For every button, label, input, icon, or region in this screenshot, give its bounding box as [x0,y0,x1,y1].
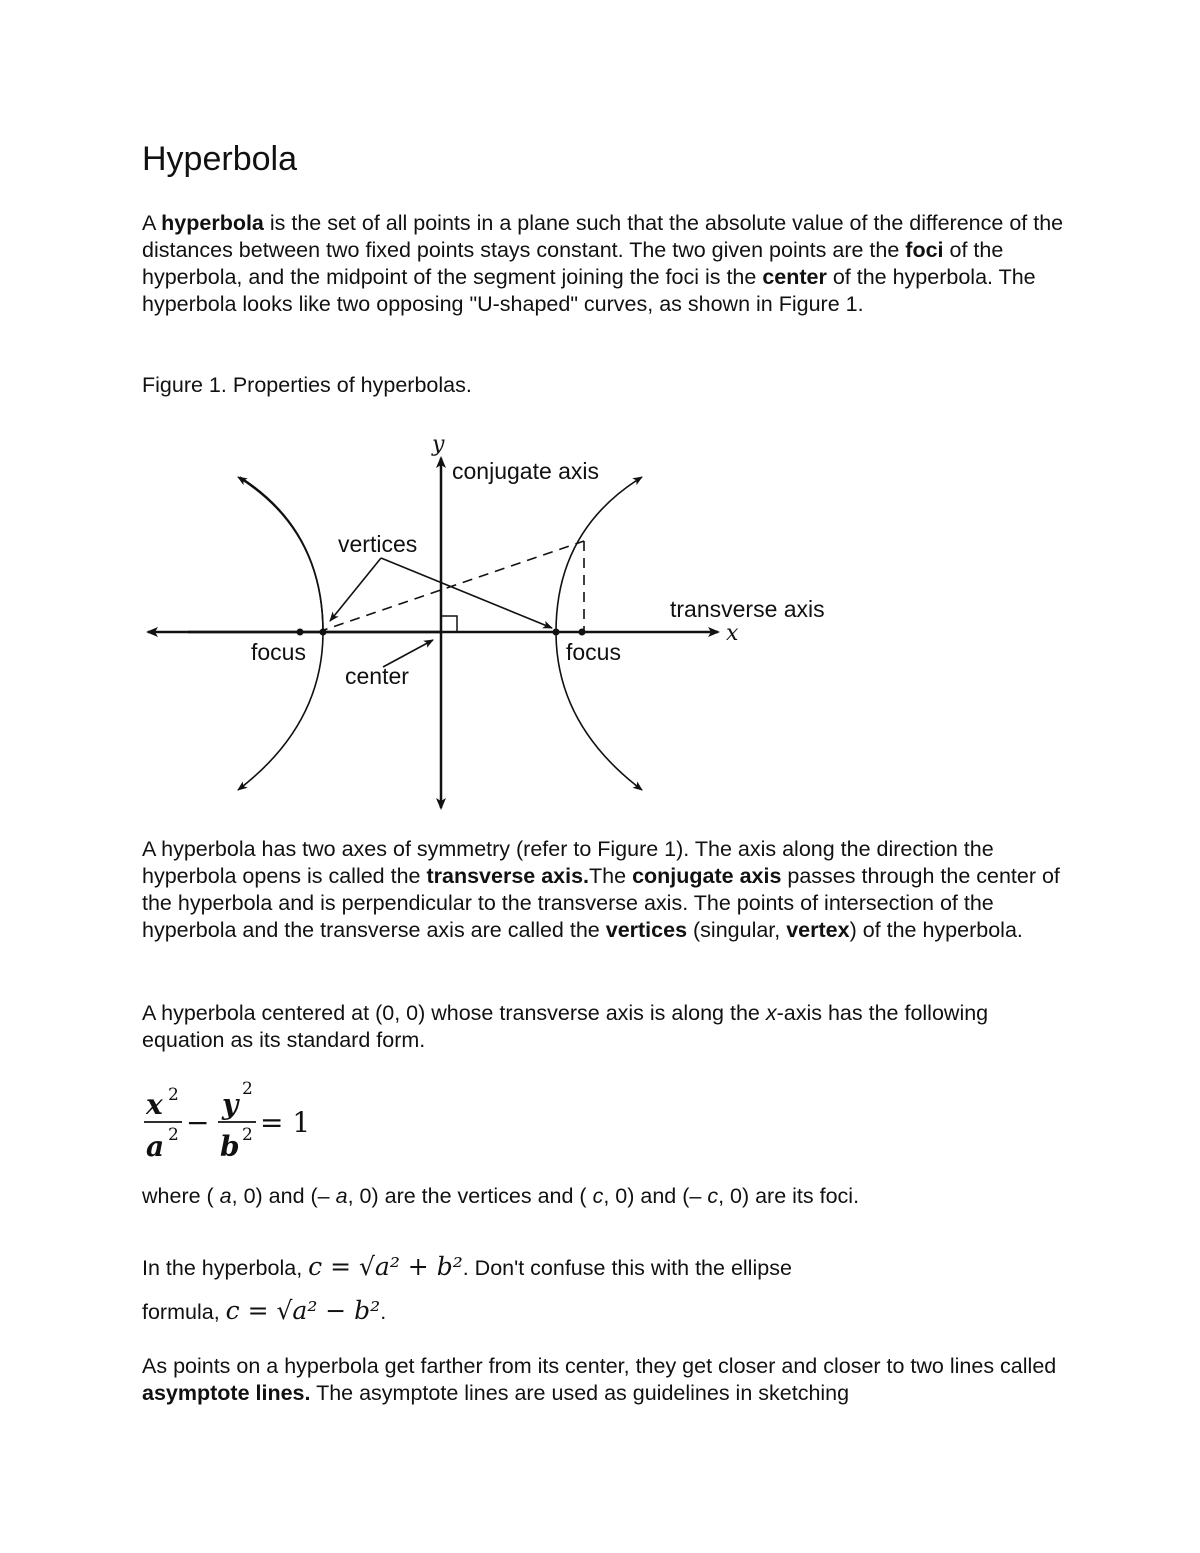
standard-form-paragraph: A hyperbola centered at (0, 0) whose transverse axis is along the x-axis has the following equation as its standard form. [142,1001,989,1052]
vertices-foci-paragraph: where ( a, 0) and (– a, 0) are the vertices and ( c, 0) and (– c, 0) are its foci. [142,1184,860,1208]
conjugate-axis-label: conjugate axis [452,458,600,484]
left-focus-point [297,629,304,636]
eq-y-exp: 2 [242,1079,253,1099]
vertices-arrow-right [381,558,552,628]
left-focus-label: focus [251,639,306,665]
vertices-arrow-left [330,558,381,621]
x-axis-label: x [726,621,739,646]
center-label: center [345,663,409,689]
c-formula-line: In the hyperbola, c = √a² + b². Don't confuse this with the ellipse [142,1251,792,1281]
eq-a: a [146,1130,165,1163]
left-branch-top [238,477,323,632]
eq-b: b [220,1130,240,1163]
ellipse-c-formula: c = √a² − b² [225,1295,381,1325]
figure-caption: Figure 1. Properties of hyperbolas. [142,373,472,397]
right-vertex-point [553,629,560,636]
eq-b-exp: 2 [242,1125,253,1145]
page-title: Hyperbola [142,140,297,178]
axes-paragraph: A hyperbola has two axes of symmetry (refer to Figure 1). The axis along the direction the hyperbola opens is called the transverse axis.The conjugate axis passes through the center of the hyperbola and is perpendicular to the transverse axis. The points of intersection of the hyperbola and the transverse axis are called the vertices (singular, vertex) of the hyperbola. [142,837,1060,942]
asymptote-paragraph: As points on a hyperbola get farther from its center, they get closer and closer to two lines called asymptote lines. The asymptote lines are used as guidelines in sketching [142,1354,1057,1405]
eq-x-exp: 2 [168,1085,179,1105]
standard-equation [142,1076,322,1171]
transverse-axis-label: transverse axis [670,596,825,622]
right-focus-label: focus [566,639,621,665]
hyperbola-c-formula: c = √a² + b² [308,1251,463,1281]
intro-paragraph: A hyperbola is the set of all points in a plane such that the absolute value of the difference of the distances between two fixed points stays constant. The two given points are the foci of the hyperbola, and the midpoint of the segment joining the foci is the center of the hyperbola. The hyperbola looks like two opposing "U-shaped" curves, as shown in Figure 1. [142,211,1064,316]
eq-rhs: = 1 [260,1106,311,1139]
left-branch [238,477,323,790]
hyperbola-figure [138,425,858,825]
eq-x: x [146,1088,163,1121]
eq-minus: − [186,1106,210,1139]
ellipse-formula-line: formula, c = √a² − b². [142,1295,387,1325]
right-angle-mark [441,616,457,632]
eq-a-exp: 2 [168,1125,179,1145]
right-branch [556,477,642,632]
right-focus-point [579,629,586,636]
left-vertex-point [320,629,327,636]
vertices-label: vertices [338,531,418,557]
y-axis-label: y [432,432,445,457]
eq-y: y [222,1088,239,1121]
